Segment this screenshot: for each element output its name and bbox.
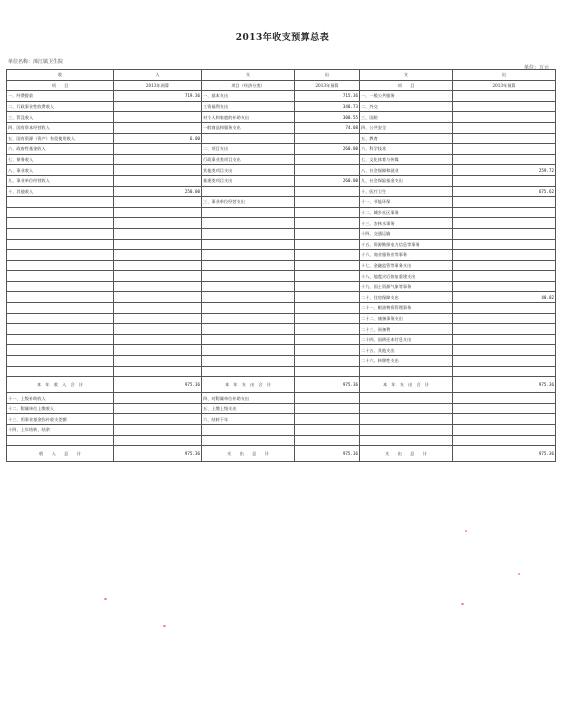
income-item-cell (7, 228, 114, 239)
expense-econ-amount-cell (295, 366, 360, 377)
expense-func-item-cell: 十六、商业服务业等事务 (360, 250, 453, 261)
table-row (7, 393, 556, 404)
expense-func-amount-cell (453, 260, 556, 271)
income-amount-cell (114, 425, 202, 436)
income-item-cell (7, 239, 114, 250)
expense-econ-amount-cell (295, 414, 360, 425)
income-item-cell (7, 334, 114, 345)
income-item-cell (7, 281, 114, 292)
expense-func-amount-cell (453, 435, 556, 446)
annual-total-row (7, 377, 556, 393)
income-item-cell: 五、国有资源（资产）有偿使用收入 (7, 133, 114, 144)
expense-econ-amount-cell (295, 271, 360, 282)
table-row (7, 303, 556, 314)
expense-func-amount-cell (453, 175, 556, 186)
expense-func-item-cell: 二十一、粮油物资管理事务 (360, 303, 453, 314)
expense-econ-item-cell: 四、对附属单位补助支出 (202, 393, 295, 404)
expense-func-item-cell: 二十三、预备费 (360, 324, 453, 335)
income-amount-cell (114, 403, 202, 414)
expense-func-amount-cell (453, 366, 556, 377)
expense-func-amount-cell (453, 112, 556, 123)
expense-func-item-cell: 支 出 总 计 (360, 446, 453, 462)
expense-func-amount-cell (453, 334, 556, 345)
expense-econ-amount-cell (295, 197, 360, 208)
expense-econ-amount-cell (295, 165, 360, 176)
currency-unit: 单位：万元 (523, 65, 549, 71)
expense-econ-amount-cell: 2013年预算 (295, 80, 360, 91)
expense-econ-item-cell (202, 435, 295, 446)
expense-econ-item-cell: 支 出 总 计 (202, 446, 295, 462)
expense-econ-amount-cell (295, 356, 360, 367)
income-amount-cell: 6.00 (114, 133, 202, 144)
expense-econ-item-cell (202, 260, 295, 271)
expense-econ-item-cell: 二、项目支出 (202, 144, 295, 155)
expense-econ-item-cell: 对个人和家庭的补助支出 (202, 112, 295, 123)
income-item-cell: 八、事业收入 (7, 165, 114, 176)
income-item-cell: 三、罚没收入 (7, 112, 114, 123)
table-row (7, 414, 556, 425)
table-row (7, 356, 556, 367)
expense-econ-amount-cell (295, 154, 360, 165)
expense-func-item-cell (360, 435, 453, 446)
expense-econ-item-cell (202, 228, 295, 239)
table-row (7, 239, 556, 250)
expense-econ-amount-cell: 975.36 (295, 446, 360, 462)
paper-speck (518, 573, 520, 575)
unit-name: 单位名称：漳江镇卫生院 (8, 59, 64, 65)
expense-func-amount-cell (453, 345, 556, 356)
expense-econ-amount-cell: 340.73 (295, 101, 360, 112)
expense-econ-item-cell (202, 366, 295, 377)
expense-func-amount-cell (453, 403, 556, 414)
income-amount-cell (114, 356, 202, 367)
table-row (7, 366, 556, 377)
expense-econ-amount-cell: 260.00 (295, 144, 360, 155)
expense-func-amount-cell (453, 197, 556, 208)
expense-func-amount-cell (453, 91, 556, 102)
expense-func-amount-cell (453, 425, 556, 436)
expense-econ-amount-cell (295, 393, 360, 404)
expense-econ-amount-cell (295, 435, 360, 446)
expense-func-amount-cell: 975.36 (453, 377, 556, 393)
income-amount-cell (114, 303, 202, 314)
income-amount-cell (114, 366, 202, 377)
expense-func-item-cell: 十五、资源勘探电力信息等事务 (360, 239, 453, 250)
income-item-cell (7, 271, 114, 282)
income-amount-cell (114, 112, 202, 123)
income-amount-cell: 719.36 (114, 91, 202, 102)
expense-func-amount-cell (453, 101, 556, 112)
grand-total-row (7, 446, 556, 462)
expense-func-item-cell: 三、国防 (360, 112, 453, 123)
income-item-cell (7, 324, 114, 335)
table-row (7, 101, 556, 112)
income-amount-cell: 入 (114, 70, 202, 81)
table-row (7, 334, 556, 345)
table-row (7, 271, 556, 282)
expense-econ-amount-cell: 出 (295, 70, 360, 81)
expense-econ-item-cell (202, 345, 295, 356)
expense-func-item-cell: 支 (360, 70, 453, 81)
expense-econ-item-cell (202, 313, 295, 324)
expense-econ-amount-cell (295, 292, 360, 303)
expense-econ-amount-cell (295, 207, 360, 218)
expense-econ-item-cell (202, 425, 295, 436)
expense-func-item-cell: 四、公共安全 (360, 122, 453, 133)
income-item-cell (7, 292, 114, 303)
expense-func-item-cell: 一、一般公共服务 (360, 91, 453, 102)
expense-func-item-cell (360, 425, 453, 436)
expense-econ-item-cell: 五、上缴上级支出 (202, 403, 295, 414)
expense-func-amount-cell: 259.72 (453, 165, 556, 176)
income-amount-cell (114, 165, 202, 176)
income-item-cell: 本 年 收 入 合 计 (7, 377, 114, 393)
expense-econ-amount-cell (295, 345, 360, 356)
expense-func-item-cell: 十四、交通运输 (360, 228, 453, 239)
income-amount-cell (114, 260, 202, 271)
table-row (7, 122, 556, 133)
income-amount-cell (114, 414, 202, 425)
table-row (7, 403, 556, 414)
expense-func-item-cell (360, 403, 453, 414)
income-amount-cell (114, 435, 202, 446)
expense-econ-amount-cell (295, 425, 360, 436)
expense-econ-item-cell: 项目（经济分类） (202, 80, 295, 91)
income-amount-cell (114, 313, 202, 324)
income-amount-cell (114, 175, 202, 186)
expense-econ-item-cell: 三、事业单位经营支出 (202, 197, 295, 208)
expense-func-amount-cell (453, 144, 556, 155)
expense-econ-amount-cell (295, 303, 360, 314)
expense-econ-amount-cell: 975.36 (295, 377, 360, 393)
paper-speck (104, 598, 107, 600)
table-row (7, 345, 556, 356)
expense-econ-item-cell (202, 334, 295, 345)
income-item-cell: 十三、用事业基金弥补收支差额 (7, 414, 114, 425)
income-item-cell: 十一、上级补助收入 (7, 393, 114, 404)
expense-func-amount-cell (453, 356, 556, 367)
income-item-cell: 四、国有资本经营收入 (7, 122, 114, 133)
income-item-cell: 项 目 (7, 80, 114, 91)
table-row (7, 324, 556, 335)
income-amount-cell (114, 207, 202, 218)
income-amount-cell: 975.36 (114, 377, 202, 393)
expense-func-item-cell: 项 目 (360, 80, 453, 91)
expense-func-amount-cell: 2013年预算 (453, 80, 556, 91)
expense-econ-amount-cell: 715.36 (295, 91, 360, 102)
expense-econ-item-cell (202, 133, 295, 144)
expense-econ-item-cell: 其他类项目支出 (202, 165, 295, 176)
expense-econ-amount-cell: 74.08 (295, 122, 360, 133)
table-row (7, 91, 556, 102)
expense-econ-item-cell (202, 186, 295, 197)
table-row (7, 425, 556, 436)
expense-func-item-cell: 十一、节能环保 (360, 197, 453, 208)
expense-econ-amount-cell (295, 239, 360, 250)
expense-func-item-cell: 二、外交 (360, 101, 453, 112)
expense-func-item-cell: 十二、城乡社区事务 (360, 207, 453, 218)
expense-func-item-cell (360, 393, 453, 404)
paper-speck (461, 603, 464, 605)
expense-econ-item-cell (202, 250, 295, 261)
expense-func-amount-cell (453, 393, 556, 404)
table-row (7, 228, 556, 239)
income-amount-cell (114, 197, 202, 208)
table-row (7, 313, 556, 324)
income-amount-cell (114, 271, 202, 282)
expense-econ-item-cell: 本 年 支 出 合 计 (202, 377, 295, 393)
expense-func-item-cell: 七、文化体育与传媒 (360, 154, 453, 165)
income-amount-cell (114, 334, 202, 345)
expense-func-amount-cell (453, 154, 556, 165)
expense-econ-amount-cell (295, 281, 360, 292)
income-item-cell: 一、经费拨款 (7, 91, 114, 102)
income-item-cell: 六、政府性基金收入 (7, 144, 114, 155)
expense-econ-item-cell: 六、结转下年 (202, 414, 295, 425)
table-row (7, 218, 556, 229)
expense-func-item-cell: 二十五、其他支出 (360, 345, 453, 356)
expense-econ-amount-cell (295, 403, 360, 414)
expense-econ-item-cell (202, 292, 295, 303)
expense-econ-item-cell: 支 (202, 70, 295, 81)
expense-func-amount-cell (453, 239, 556, 250)
table-row (7, 250, 556, 261)
expense-func-item-cell: 十七、金融监管等事务支出 (360, 260, 453, 271)
expense-func-amount-cell (453, 303, 556, 314)
income-item-cell: 收 (7, 70, 114, 81)
income-amount-cell (114, 122, 202, 133)
expense-econ-amount-cell (295, 228, 360, 239)
income-item-cell (7, 260, 114, 271)
income-amount-cell (114, 239, 202, 250)
table-row (7, 281, 556, 292)
expense-econ-amount-cell (295, 133, 360, 144)
expense-econ-item-cell (202, 271, 295, 282)
expense-econ-amount-cell (295, 250, 360, 261)
table-row (7, 165, 556, 176)
expense-econ-amount-cell (295, 324, 360, 335)
expense-func-amount-cell: 975.36 (453, 446, 556, 462)
expense-func-amount-cell (453, 250, 556, 261)
table-row (7, 133, 556, 144)
table-row (7, 175, 556, 186)
income-amount-cell: 250.00 (114, 186, 202, 197)
expense-econ-item-cell (202, 303, 295, 314)
expense-econ-item-cell (202, 356, 295, 367)
expense-func-item-cell: 二十二、储备事务支出 (360, 313, 453, 324)
expense-func-amount-cell (453, 414, 556, 425)
expense-func-item-cell (360, 414, 453, 425)
table-row (7, 435, 556, 446)
income-item-cell: 十二、附属单位上缴收入 (7, 403, 114, 414)
income-item-cell (7, 313, 114, 324)
expense-func-amount-cell (453, 313, 556, 324)
expense-func-amount-cell: 675.62 (453, 186, 556, 197)
expense-econ-item-cell (202, 324, 295, 335)
table-row (7, 144, 556, 155)
expense-func-item-cell: 十三、农林水事务 (360, 218, 453, 229)
header-row-2 (7, 80, 556, 91)
expense-func-item-cell: 八、社会保障和就业 (360, 165, 453, 176)
income-item-cell: 十、其他收入 (7, 186, 114, 197)
income-item-cell (7, 218, 114, 229)
income-item-cell: 二、行政事业性收费收入 (7, 101, 114, 112)
table-row (7, 112, 556, 123)
expense-func-amount-cell (453, 228, 556, 239)
income-amount-cell (114, 324, 202, 335)
income-item-cell (7, 250, 114, 261)
income-amount-cell: 975.36 (114, 446, 202, 462)
expense-func-amount-cell (453, 133, 556, 144)
expense-econ-amount-cell: 300.55 (295, 112, 360, 123)
income-item-cell (7, 207, 114, 218)
expense-econ-amount-cell: 260.00 (295, 175, 360, 186)
income-amount-cell (114, 154, 202, 165)
expense-econ-item-cell (202, 281, 295, 292)
expense-func-item-cell: 十九、国土资源气象等事务 (360, 281, 453, 292)
income-amount-cell (114, 393, 202, 404)
expense-func-item-cell: 六、科学技术 (360, 144, 453, 155)
expense-func-item-cell (360, 366, 453, 377)
income-amount-cell (114, 345, 202, 356)
table-row (7, 186, 556, 197)
table-row (7, 292, 556, 303)
table-row (7, 197, 556, 208)
expense-econ-item-cell: 基建类项目支出 (202, 175, 295, 186)
expense-econ-item-cell (202, 239, 295, 250)
expense-econ-item-cell: 一般商品和服务支出 (202, 122, 295, 133)
expense-func-item-cell: 九、社会保险基金支出 (360, 175, 453, 186)
income-item-cell: 七、债务收入 (7, 154, 114, 165)
expense-func-item-cell: 二十四、国债还本付息支出 (360, 334, 453, 345)
income-item-cell (7, 345, 114, 356)
income-amount-cell (114, 292, 202, 303)
income-amount-cell (114, 144, 202, 155)
income-item-cell (7, 197, 114, 208)
income-amount-cell: 2013年预算 (114, 80, 202, 91)
income-amount-cell (114, 228, 202, 239)
expense-econ-amount-cell (295, 313, 360, 324)
income-amount-cell (114, 101, 202, 112)
expense-func-item-cell: 十八、地震灾后恢复重建支出 (360, 271, 453, 282)
table-row (7, 260, 556, 271)
expense-econ-item-cell (202, 218, 295, 229)
expense-econ-amount-cell (295, 186, 360, 197)
income-amount-cell (114, 218, 202, 229)
expense-func-item-cell: 十、医疗卫生 (360, 186, 453, 197)
expense-func-item-cell: 二十、住房保障支出 (360, 292, 453, 303)
expense-econ-item-cell: 一、基本支出 (202, 91, 295, 102)
expense-func-item-cell: 本 年 支 出 合 计 (360, 377, 453, 393)
income-amount-cell (114, 281, 202, 292)
budget-table (6, 69, 556, 462)
table-row (7, 154, 556, 165)
expense-func-item-cell: 二十六、转移性支出 (360, 356, 453, 367)
expense-func-item-cell: 五、教育 (360, 133, 453, 144)
expense-econ-item-cell: 工资福利支出 (202, 101, 295, 112)
income-item-cell (7, 366, 114, 377)
budget-table-body (7, 70, 556, 462)
expense-func-amount-cell (453, 207, 556, 218)
header-row-1 (7, 70, 556, 81)
income-item-cell (7, 435, 114, 446)
income-item-cell (7, 356, 114, 367)
income-item-cell: 十四、上年结转、结余 (7, 425, 114, 436)
income-amount-cell (114, 250, 202, 261)
expense-econ-item-cell (202, 207, 295, 218)
table-row (7, 207, 556, 218)
income-item-cell (7, 303, 114, 314)
income-item-cell: 收 入 总 计 (7, 446, 114, 462)
expense-econ-amount-cell (295, 260, 360, 271)
expense-econ-amount-cell (295, 334, 360, 345)
expense-func-amount-cell (453, 271, 556, 282)
income-item-cell: 九、事业单位经营收入 (7, 175, 114, 186)
expense-func-amount-cell (453, 281, 556, 292)
expense-func-amount-cell (453, 122, 556, 133)
paper-speck (163, 625, 166, 627)
expense-func-amount-cell: 出 (453, 70, 556, 81)
expense-func-amount-cell (453, 324, 556, 335)
document-title: 2013年收支预算总表 (235, 33, 330, 43)
expense-econ-amount-cell (295, 218, 360, 229)
expense-func-amount-cell (453, 218, 556, 229)
expense-func-amount-cell: 40.02 (453, 292, 556, 303)
expense-econ-item-cell: 行政事业类项目支出 (202, 154, 295, 165)
paper-speck (465, 530, 467, 532)
